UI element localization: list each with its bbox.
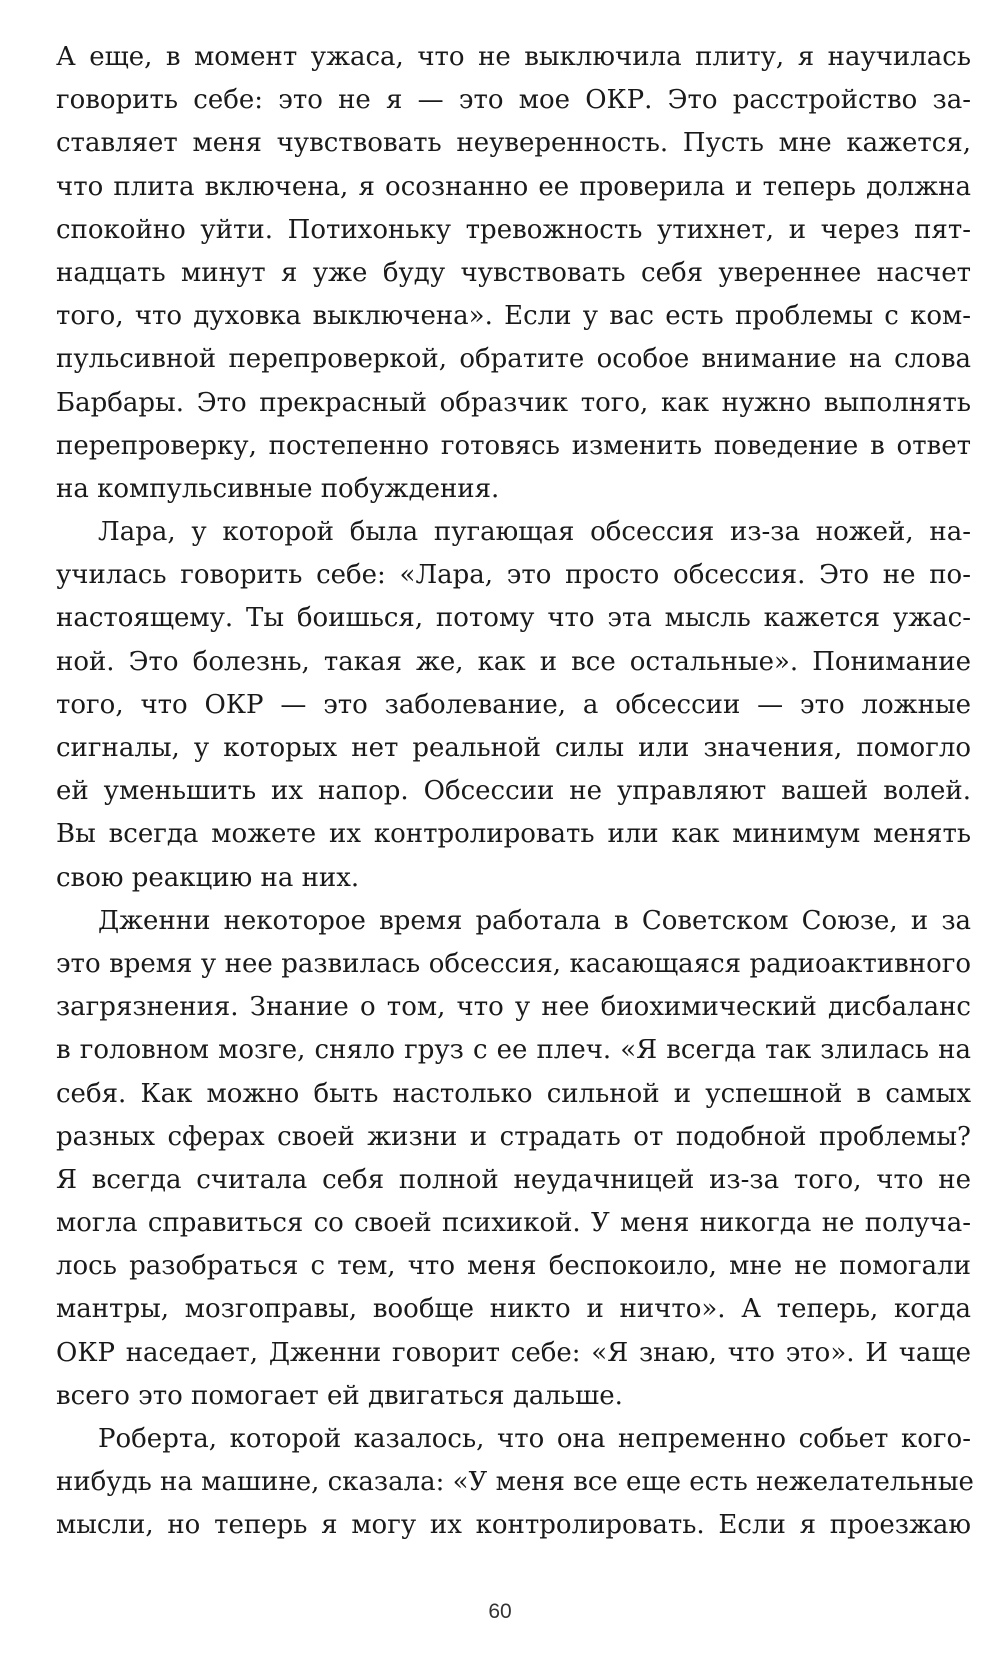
text-line: себя. Как можно быть настолько сильной и успешной в самых	[56, 1078, 971, 1109]
text-line: загрязнения. Знание о том, что у нее биохимический дисбаланс	[56, 992, 971, 1023]
paragraph	[56, 1418, 974, 1548]
text-line: могла справиться со своей психикой. У меня никогда не получа-	[56, 1208, 971, 1239]
text-line: настоящему. Ты боишься, потому что эта мысль кажется ужас-	[56, 603, 971, 634]
text-line: в головном мозге, сняло груз с ее плеч. «Я всегда так злилась на	[56, 1035, 971, 1066]
text-line: Барбары. Это прекрасный образчик того, как нужно выполнять	[56, 387, 971, 418]
text-line: на компульсивные побуждения.	[56, 473, 500, 504]
text-line: нибудь на машине, сказала: «У меня все еще есть нежелательные	[56, 1467, 974, 1498]
text-line: лось разобраться с тем, что меня беспокоило, мне не помогали	[56, 1251, 971, 1282]
text-line: сигналы, у которых нет реальной силы или значения, помогло	[56, 733, 971, 763]
text-line: А еще, в момент ужаса, что не выключила плиту, я научилась	[56, 42, 971, 72]
text-line: ей уменьшить их напор. Обсессии не управляют вашей волей.	[56, 776, 971, 807]
paragraph	[56, 36, 971, 511]
text-line: это время у нее развилась обсессия, касающаяся радиоактивного	[56, 948, 971, 979]
body-text	[56, 36, 974, 1548]
paragraph	[56, 900, 971, 1418]
text-line: ставляет меня чувствовать неуверенность. Пусть мне кажется,	[56, 128, 971, 159]
text-line: того, что ОКР — это заболевание, а обсессии — это ложные	[56, 689, 971, 720]
page-number: 60	[488, 1600, 512, 1623]
text-line: свою реакцию на них.	[56, 862, 360, 893]
text-line: Лара, у которой была пугающая обсессия из-за ножей, на-	[98, 517, 971, 548]
text-line: говорить себе: это не я — это мое ОКР. Это расстройство за-	[56, 85, 971, 116]
text-line: Дженни некоторое время работала в Советском Союзе, и за	[98, 905, 971, 936]
text-line: мысли, но теперь я могу их контролировать. Если я проезжаю	[56, 1510, 971, 1541]
text-line: училась говорить себе: «Лара, это просто обсессия. Это не по-	[56, 560, 971, 591]
text-line: всего это помогает ей двигаться дальше.	[56, 1380, 623, 1411]
text-line: разных сферах своей жизни и страдать от подобной проблемы?	[56, 1121, 971, 1152]
text-line: что плита включена, я осознанно ее проверила и теперь должна	[56, 171, 971, 202]
text-line: Роберта, которой казалось, что она непременно собьет кого-	[98, 1424, 971, 1454]
text-line: Вы всегда можете их контролировать или как минимум менять	[56, 819, 971, 850]
text-line: пульсивной перепроверкой, обратите особое внимание на слова	[56, 344, 971, 375]
text-line: спокойно уйти. Потихоньку тревожность утихнет, и через пят-	[56, 214, 971, 245]
text-line: ной. Это болезнь, такая же, как и все остальные». Понимание	[56, 646, 971, 677]
paragraph	[56, 511, 971, 900]
text-line: надцать минут я уже буду чувствовать себя увереннее насчет	[56, 257, 971, 288]
text-line: перепроверку, постепенно готовясь изменить поведение в ответ	[56, 430, 971, 461]
text-line: мантры, мозгоправы, вообще никто и ничто». А теперь, когда	[56, 1294, 971, 1325]
text-line: Я всегда считала себя полной неудачницей из-за того, что не	[56, 1164, 971, 1195]
text-line: того, что духовка выключена». Если у вас есть проблемы с ком-	[56, 301, 971, 332]
text-line: ОКР наседает, Дженни говорит себе: «Я знаю, что это». И чаще	[56, 1337, 971, 1368]
